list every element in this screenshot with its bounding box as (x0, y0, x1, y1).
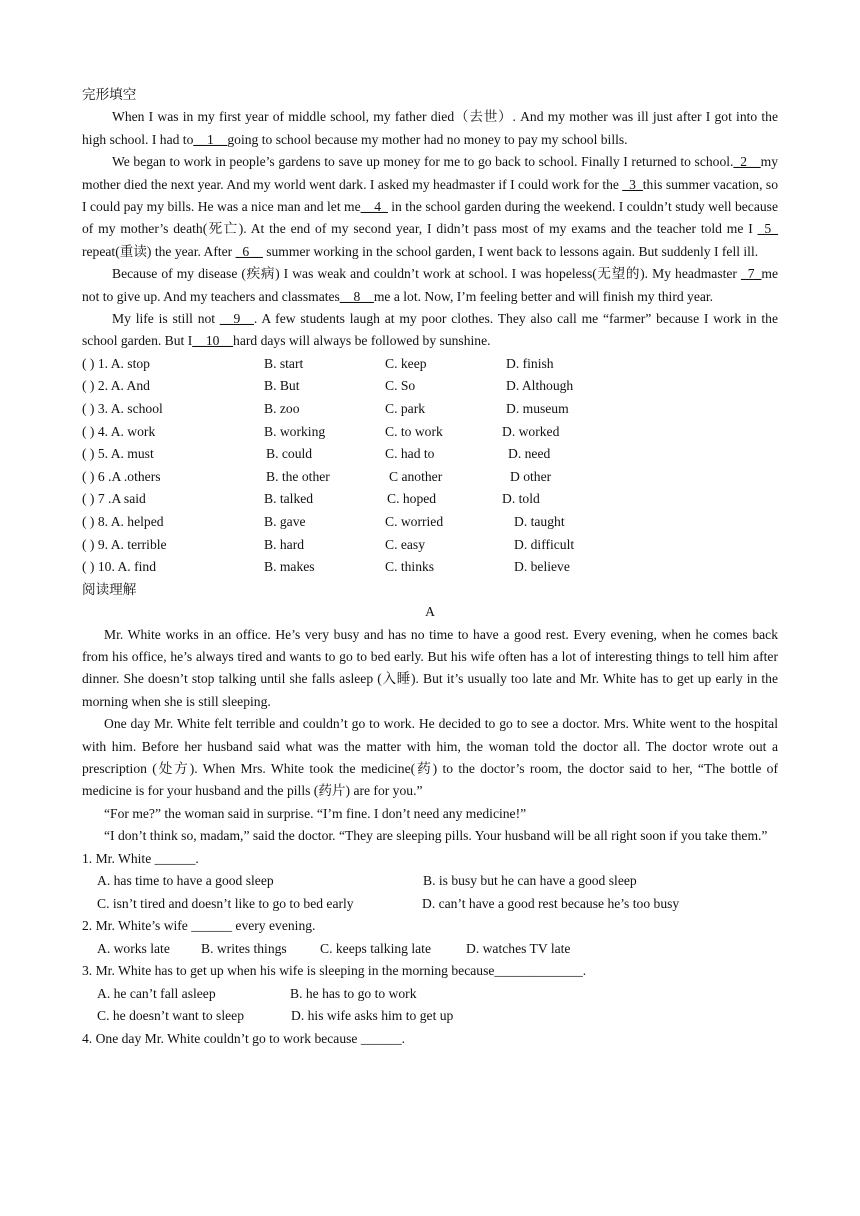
option-b: B. But (264, 378, 300, 394)
option-a: A. has time to have a good sleep (97, 873, 274, 889)
option-d: D. difficult (514, 536, 575, 552)
option-b: B. talked (264, 491, 314, 507)
option-c: C. hoped (387, 491, 437, 507)
reading-question-1: 1. Mr. White ______. (82, 850, 199, 866)
option-c: C. keep (385, 355, 427, 371)
question-row (82, 556, 778, 579)
question-number-option-a: ( ) 2. A. And (82, 378, 150, 394)
option-b: B. could (266, 446, 313, 462)
cloze-paragraph-1: When I was in my first year of middle school, my father died（去世）. And my mother was ill just after I got into the high school. I had to__1__going to school because my mother had no money to pay my school bills. (82, 109, 778, 147)
cloze-paragraph-3: Because of my disease (疾病) I was weak and couldn’t work at school. I was hopeless(无望的). My headmaster _7_me not to give up. And my teachers and classmates__8__me a lot. Now, I’m feeling better and will finish my third year. (82, 266, 778, 304)
blank-2: _2__ (733, 154, 761, 170)
option-row (82, 938, 778, 961)
option-c: C. he doesn’t want to sleep (97, 1008, 244, 1024)
option-c: C. to work (385, 423, 443, 439)
cloze-section-title: 完形填空 (82, 87, 137, 102)
option-d: D other (510, 468, 552, 484)
question-row (82, 443, 778, 466)
cloze-question-list (82, 353, 778, 579)
question-number-option-a: ( ) 8. A. helped (82, 514, 164, 530)
reading-paragraph-3: “For me?” the woman said in surprise. “I’m fine. I don’t need any medicine!” (104, 805, 527, 821)
option-b: B. the other (266, 468, 330, 484)
option-d: D. his wife asks him to get up (291, 1008, 454, 1024)
reading-question-2: 2. Mr. White’s wife ______ every evening. (82, 918, 316, 934)
reading-passage (82, 624, 778, 848)
option-a: A. works late (97, 940, 170, 956)
option-a: A. he can’t fall asleep (97, 985, 216, 1001)
option-b: B. gave (264, 514, 306, 530)
option-c: C. keeps talking late (320, 940, 431, 956)
blank-7: _7_ (741, 266, 762, 282)
question-number-option-a: ( ) 10. A. find (82, 559, 157, 575)
option-c: C. So (385, 378, 416, 394)
option-b: B. makes (264, 559, 315, 575)
blank-4: __4_ (360, 199, 388, 215)
reading-question-4: 4. One day Mr. White couldn’t go to work because ______. (82, 1030, 406, 1046)
option-b: B. he has to go to work (290, 985, 417, 1001)
option-d: D. worked (502, 423, 560, 439)
option-d: D. finish (506, 355, 554, 371)
question-number-option-a: ( ) 6 .A .others (82, 468, 161, 484)
option-d: D. watches TV late (466, 940, 571, 956)
question-row (82, 353, 778, 376)
question-row (82, 511, 778, 534)
option-c: C. thinks (385, 559, 435, 575)
reading-paragraph-4: “I don’t think so, madam,” said the doctor. “They are sleeping pills. Your husband will be all right soon if you take them.” (104, 828, 768, 844)
reading-paragraph-2: One day Mr. White felt terrible and couldn’t go to work. He decided to go to see a doctor. Mrs. White went to the hospital with him. Before her husband said what was the matter with him, the woman told the doctor all. The doctor wrote out a prescription (处方). When Mrs. White took the medicine(药) to the doctor’s room, the doctor said to her, “The bottle of medicine is for your husband and the pills (药片) are for you.” (82, 716, 778, 799)
question-number-option-a: ( ) 9. A. terrible (82, 536, 167, 552)
option-d: D. believe (514, 559, 570, 575)
option-b: B. writes things (201, 940, 287, 956)
question-row (82, 534, 778, 557)
option-c: C. easy (385, 536, 426, 552)
option-b: B. zoo (264, 401, 300, 417)
option-row (82, 983, 778, 1006)
blank-5: _5_ (757, 221, 778, 237)
question-row (82, 488, 778, 511)
blank-8: __8__ (339, 288, 374, 304)
question-number-option-a: ( ) 3. A. school (82, 401, 163, 417)
passage-label: A (425, 604, 435, 620)
option-row (82, 1005, 778, 1028)
option-c: C. isn’t tired and doesn’t like to go to bed early (97, 895, 354, 911)
option-d: D. Although (506, 378, 574, 394)
option-c: C. park (385, 401, 426, 417)
question-row (82, 421, 778, 444)
reading-questions (82, 848, 778, 1051)
option-d: D. museum (506, 401, 569, 417)
option-b: B. working (264, 423, 326, 439)
blank-10: __10__ (192, 333, 234, 349)
cloze-paragraph-2: We began to work in people’s gardens to save up money for me to go back to school. Finally I returned to school._2__my mother died the next year. And my world went dark. I asked my headmaster if I could work for the _3_this summer vacation, so I could pay my bills. He was a nice man and let me__4_ in the school garden during the weekend. I couldn’t study well because of my mother’s death(死亡). At the end of my second year, I didn’t pass most of my exams and the teacher told me I _5_ repeat(重读) the year. After _6__ summer working in the school garden, I went back to lessons again. But suddenly I fell ill. (82, 154, 779, 259)
option-row (82, 870, 778, 893)
option-b: B. start (264, 355, 304, 371)
option-c: C. had to (385, 446, 435, 462)
option-d: D. taught (514, 514, 565, 530)
blank-1: __1__ (193, 131, 228, 147)
option-c: C another (389, 468, 443, 484)
option-d: D. told (502, 491, 540, 507)
option-c: C. worried (385, 514, 444, 530)
question-row (82, 466, 778, 489)
question-number-option-a: ( ) 7 .A said (82, 491, 146, 507)
blank-6: _6__ (235, 243, 263, 259)
option-d: D. need (508, 446, 551, 462)
question-number-option-a: ( ) 1. A. stop (82, 355, 150, 371)
document-page (82, 84, 778, 1050)
question-row (82, 375, 778, 398)
reading-paragraph-1: Mr. White works in an office. He’s very busy and has no time to have a good rest. Every evening, when he comes back from his office, he’s always tired and wants to go to bed early. But his wife often has a lot of interesting things to tell him after dinner. She doesn’t stop talking until she falls asleep (入睡). But it’s usually too late and Mr. White has to get up early in the morning when she is still sleeping. (82, 626, 778, 709)
blank-3: _3_ (622, 176, 643, 192)
option-b: B. hard (264, 536, 305, 552)
reading-question-3: 3. Mr. White has to get up when his wife is sleeping in the morning because_____________. (82, 963, 587, 979)
question-number-option-a: ( ) 5. A. must (82, 446, 154, 462)
question-row (82, 398, 778, 421)
cloze-paragraph-4: My life is still not __9__. A few students laugh at my poor clothes. They also call me “farmer” because I work in the school garden. But I__10__hard days will always be followed by sunshine. (82, 311, 778, 349)
option-d: D. can’t have a good rest because he’s too busy (422, 895, 680, 911)
question-number-option-a: ( ) 4. A. work (82, 423, 156, 439)
option-b: B. is busy but he can have a good sleep (423, 873, 637, 889)
blank-9: __9__ (219, 311, 254, 327)
option-row (82, 893, 778, 916)
reading-section-title: 阅读理解 (82, 581, 137, 597)
